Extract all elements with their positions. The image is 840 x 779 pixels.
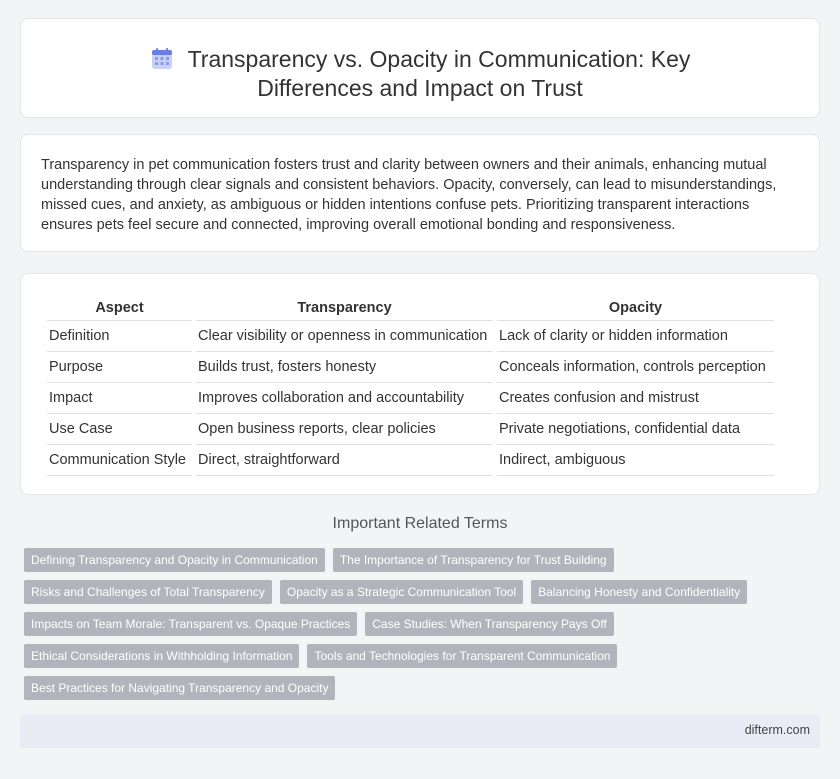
table-cell: Open business reports, clear policies [196,414,493,445]
related-term-tag[interactable]: Balancing Honesty and Confidentiality [531,580,747,604]
table-cell: Clear visibility or openness in communication [196,321,493,352]
table-cell: Improves collaboration and accountability [196,383,493,414]
tag-row [24,644,824,668]
page-title-wrap [21,45,819,103]
table-cell: Lack of clarity or hidden information [497,321,774,352]
table-row [47,445,774,476]
header-card [20,18,820,118]
header-aspect: Aspect [47,296,192,321]
tag-row [24,548,824,572]
related-term-tag[interactable]: Tools and Technologies for Transparent Communication [307,644,617,668]
related-term-tag[interactable]: Impacts on Team Morale: Transparent vs. Opaque Practices [24,612,357,636]
table-cell: Purpose [47,352,192,383]
header-opacity: Opacity [497,296,774,321]
table-cell: Definition [47,321,192,352]
comparison-table [43,296,778,476]
tag-row [24,580,824,604]
intro-card [20,134,820,252]
table-cell: Direct, straightforward [196,445,493,476]
related-terms-list [24,548,824,708]
table-cell: Builds trust, fosters honesty [196,352,493,383]
related-term-tag[interactable]: Case Studies: When Transparency Pays Off [365,612,614,636]
tag-row [24,612,824,636]
table-cell: Conceals information, controls perception [497,352,774,383]
table-cell: Indirect, ambiguous [497,445,774,476]
header-transparency: Transparency [196,296,493,321]
table-cell: Communication Style [47,445,192,476]
related-term-tag[interactable]: Risks and Challenges of Total Transparency [24,580,272,604]
page-title: Transparency vs. Opacity in Communication: Key Differences and Impact on Trust [187,46,691,101]
table-cell: Creates confusion and mistrust [497,383,774,414]
table-row [47,414,774,445]
related-terms-title: Important Related Terms [332,515,508,532]
table-cell: Impact [47,383,192,414]
tag-row [24,676,824,700]
table-row [47,352,774,383]
footer [20,714,820,748]
intro-text: Transparency in pet communication fosters trust and clarity between owners and their animals, enhancing mutual understanding through clear signals and consistent behaviors. Opacity, conversely, can lead to misunderstandings, missed cues, and anxiety, as ambiguous or hidden intentions confuse pets. Prioritizing transparent interactions ensures pets feel secure and connected, improving overall emotional bonding and responsiveness. [41,157,777,233]
footer-site-link[interactable]: difterm.com [744,723,810,737]
table-cell: Private negotiations, confidential data [497,414,774,445]
comparison-table-card [20,273,820,495]
related-term-tag[interactable]: Opacity as a Strategic Communication Tool [280,580,523,604]
table-cell: Use Case [47,414,192,445]
related-term-tag[interactable]: The Importance of Transparency for Trust Building [333,548,614,572]
calendar-icon [150,47,174,71]
related-term-tag[interactable]: Defining Transparency and Opacity in Communication [24,548,325,572]
table-row [47,383,774,414]
related-term-tag[interactable]: Ethical Considerations in Withholding Information [24,644,299,668]
table-row [47,321,774,352]
table-header-row [47,296,774,321]
related-term-tag[interactable]: Best Practices for Navigating Transparency and Opacity [24,676,335,700]
